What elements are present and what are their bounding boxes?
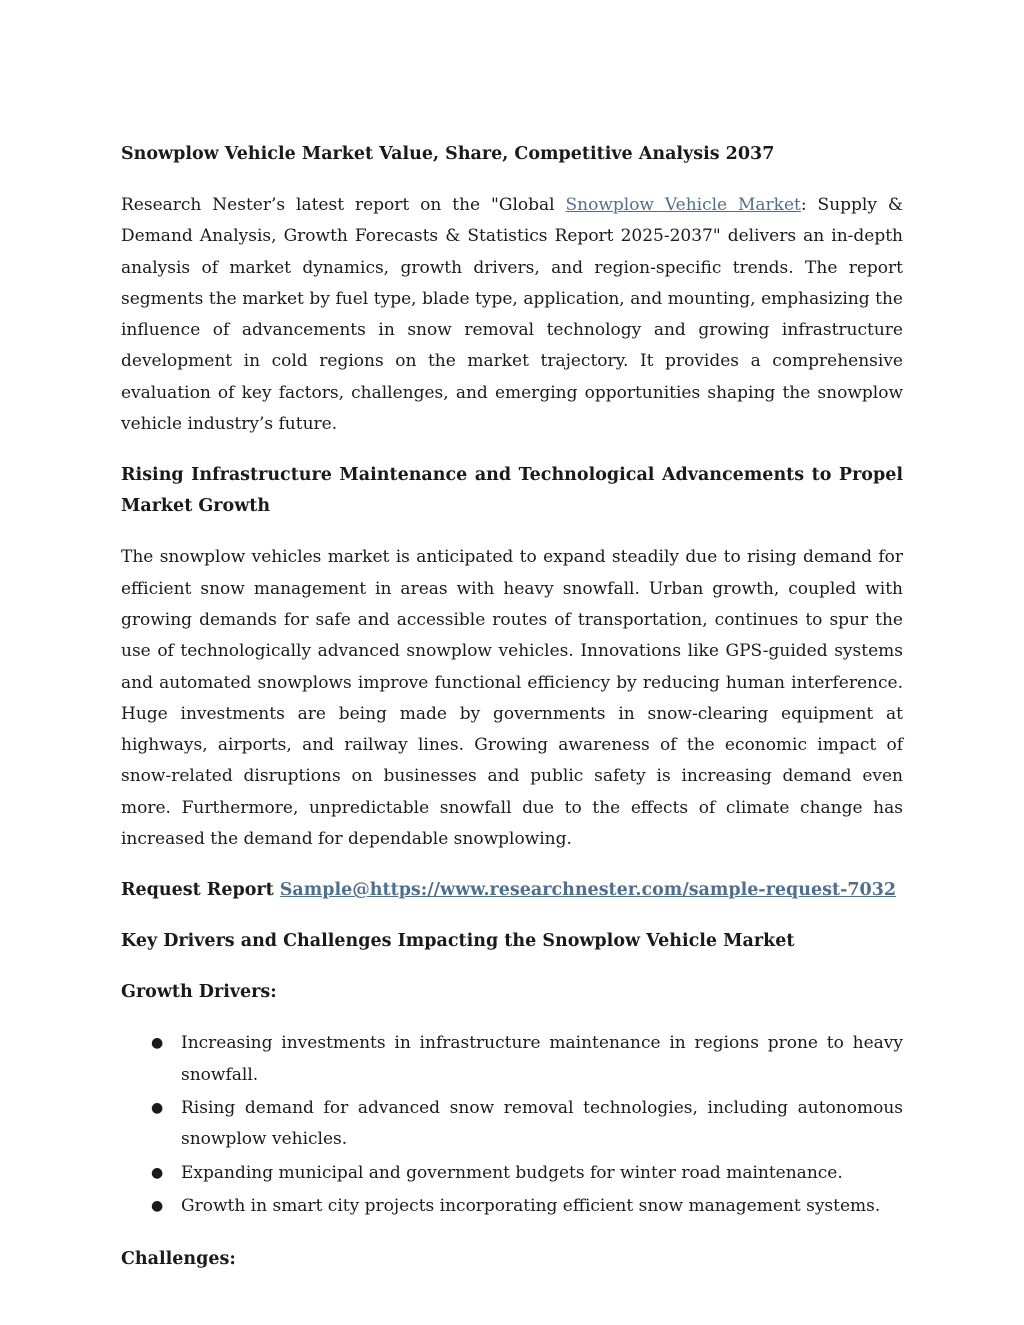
list-item [121,1028,903,1091]
request-report-label: Request Report [121,880,280,901]
bullet-icon: ● [151,1099,164,1116]
list-item [121,1191,903,1222]
list-item [121,1093,903,1156]
request-report-line [121,875,903,906]
list-item-text: Growth in smart city projects incorporating efficient snow management systems. [181,1195,881,1216]
growth-drivers-label: Growth Drivers: [121,982,277,1003]
growth-drivers-list [121,1028,903,1222]
infrastructure-paragraph: The snowplow vehicles market is anticipated to expand steadily due to rising demand for efficient snow management in areas with heavy snowfall. Urban growth, coupled with growing demands for safe and accessible routes of transportation, continues to spur the use of technologically advanced snowplow vehicles. Innovations like GPS-guided systems and automated snowplows improve functional efficiency by reducing human interference. Huge investments are being made by governments in snow-clearing equipment at highways, airports, and railway lines. Growing awareness of the economic impact of snow-related disruptions on businesses and public safety is increasing demand even more. Furthermore, unpredictable snowfall due to the effects of climate change has increased the demand for dependable snowplowing. [121,547,903,850]
intro-text-after-link: : Supply & Demand Analysis, Growth Forecasts & Statistics Report 2025-2037" delivers an in-depth analysis of market dynamics, growth drivers, and region-specific trends. The report segments the market by fuel type, blade type, application, and mounting, emphasizing the influence of advancements in snow removal technology and growing infrastructure development in cold regions on the market trajectory. It provides a comprehensive evaluation of key factors, challenges, and emerging opportunities shaping the snowplow vehicle industry’s future. [121,195,904,435]
intro-paragraph [121,190,903,440]
list-item-text: Increasing investments in infrastructure maintenance in regions prone to heavy snowfall. [181,1033,903,1085]
bullet-icon: ● [151,1164,164,1181]
section-heading-drivers-challenges: Key Drivers and Challenges Impacting the Snowplow Vehicle Market [121,931,795,952]
list-item [121,1158,903,1189]
challenges-label: Challenges: [121,1249,236,1270]
intro-text-before-link: Research Nester’s latest report on the "Global [121,195,566,215]
sample-request-link[interactable]: Sample@https://www.researchnester.com/sample-request-7032 [279,880,897,901]
snowplow-vehicle-market-link[interactable]: Snowplow Vehicle Market [565,195,801,215]
bullet-icon: ● [151,1197,164,1214]
list-item-text: Rising demand for advanced snow removal technologies, including autonomous snowplow vehicles. [181,1097,903,1150]
list-item-text: Expanding municipal and government budgets for winter road maintenance. [181,1162,843,1183]
document-title: Snowplow Vehicle Market Value, Share, Competitive Analysis 2037 [121,144,775,164]
bullet-icon: ● [151,1035,164,1052]
section-heading-infrastructure: Rising Infrastructure Maintenance and Technological Advancements to Propel Market Growth [121,465,903,517]
